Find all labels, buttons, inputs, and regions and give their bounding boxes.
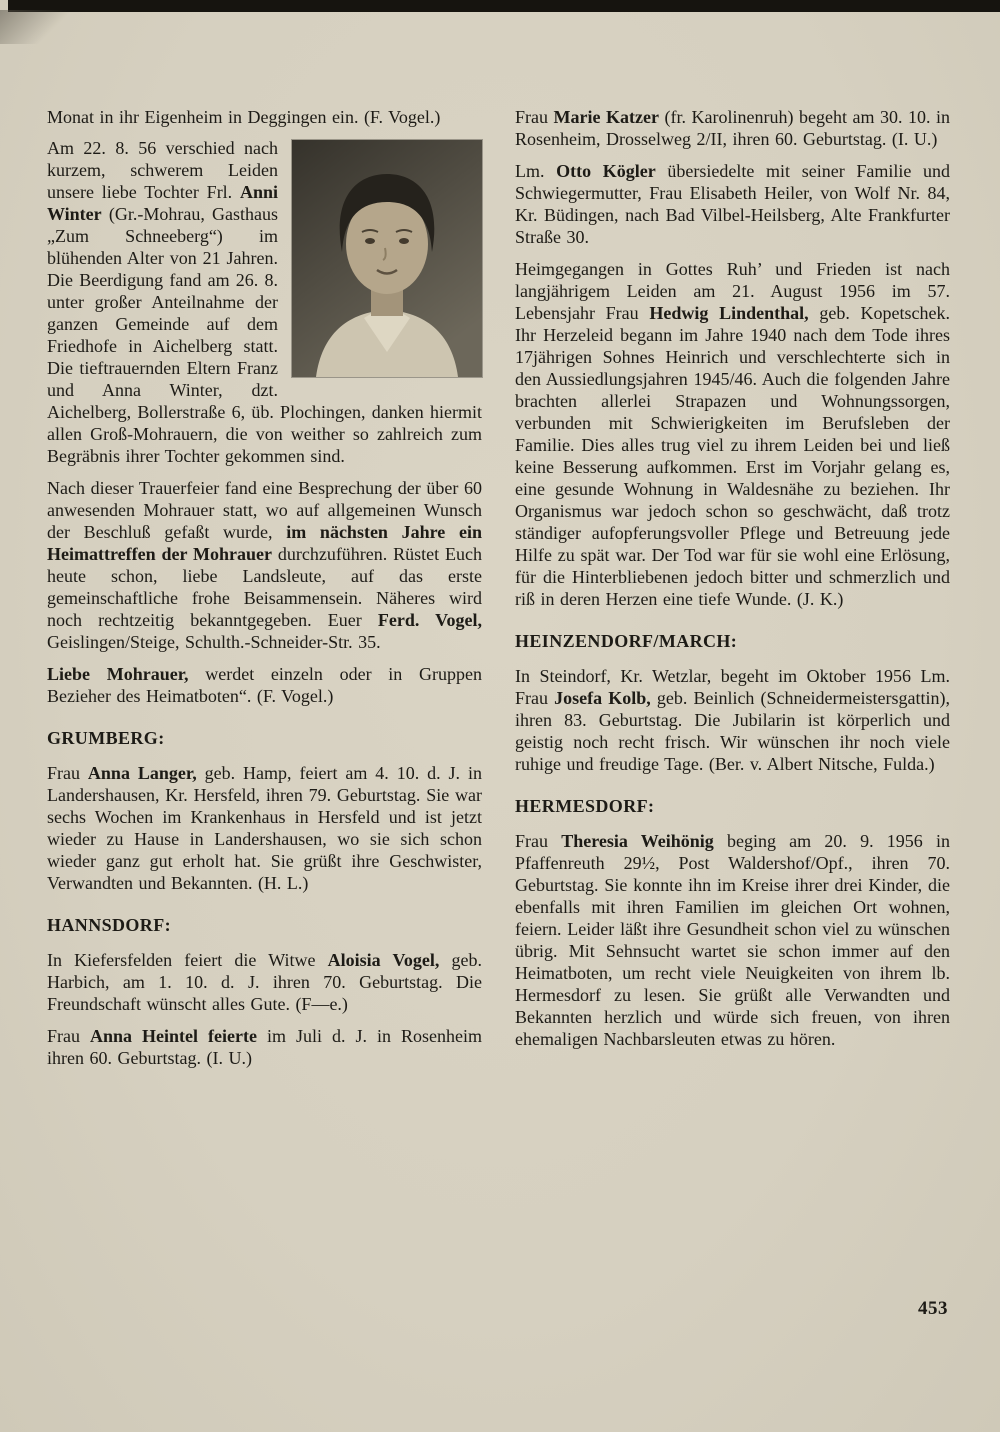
- paragraph-otto-koegler: [515, 160, 950, 248]
- section-heading-hannsdorf: HANNSDORF:: [47, 915, 171, 935]
- paragraph-anna-heintel: [47, 1025, 482, 1069]
- section-heading-grumberg: GRUMBERG:: [47, 728, 165, 748]
- paragraph-deggingen-continuation: [47, 106, 482, 128]
- name-anna-heintel: Anna Heintel feierte: [90, 1026, 257, 1046]
- name-hedwig-lindenthal: Hedwig Lindenthal,: [649, 303, 809, 323]
- text-run: geb. Kopetschek. Ihr Herzeleid begann im Jahre 1940 nach dem Tode ihres 17jährigen Sohnes Heinrich und verschlechterte sich in den Aussiedlungsjahren 1945/46. Auch die folgenden Jahre brachten allerlei Strapazen und Wohnungssorgen, verbunden mit Schwierigkeiten im Berufsleben der Familie. Dies alles trug viel zu ihrem Leiden bei und ließ keine Besserung aufkommen. Erst im Vorjahr gelang es, eine gesunde Wohnung in Waldesnähe zu beziehen. Ihr Organismus war jedoch schon so geschwächt, daß trotz ständiger aufopferungsvoller Pflege und Betreuung jede Hilfe zu spät war. Der Tod war für sie wohl eine Erlösung, für die Hinterbliebenen jedoch bitter und schmerzlich und riß in deren Herzen eine tiefe Wunde. (J. K.): [515, 303, 950, 609]
- scan-corner-shadow: [0, 10, 70, 44]
- portrait-photo-illustration: [292, 140, 482, 377]
- text-run: Heimgegangen in Gottes Ruh’ und Frieden ist nach langjährigem Leiden am 21. August 1956 im 57. Lebensjahr Frau: [515, 259, 950, 323]
- paragraph-anna-langer: [47, 762, 482, 894]
- section-heading-heinzendorf-march: HEINZENDORF/MARCH:: [515, 631, 738, 651]
- right-column: [515, 106, 950, 1078]
- text-run: geb. Beinlich (Schneidermeistersgattin), ihren 83. Geburtstag. Die Jubilarin ist körperlich und geistig noch recht frisch. Wir wünschen ihr noch viele ruhige und freudige Tage. (Ber. v. Albert Nitsche, Fulda.): [515, 688, 950, 774]
- name-otto-koegler: Otto Kögler: [556, 161, 656, 181]
- page-body: [47, 106, 950, 1078]
- text-run: Frau: [47, 763, 88, 783]
- text-run: In Kiefersfelden feiert die Witwe: [47, 950, 328, 970]
- text-run: (fr. Karolinenruh) begeht am 30. 10. in Rosenheim, Drosselweg 2/II, ihren 60. Geburtstag. (I. U.): [515, 107, 950, 149]
- text-run: In Steindorf, Kr. Wetzlar, begeht im Oktober 1956 Lm. Frau: [515, 666, 950, 708]
- text-run: übersiedelte mit seiner Familie und Schwiegermutter, Frau Elisabeth Heiler, von Wolf Nr. 84, Kr. Büdingen, nach Bad Vilbel-Heilsberg, Alte Frankfurter Straße 30.: [515, 161, 950, 247]
- page-number: 453: [918, 1298, 948, 1319]
- text-run: Nach dieser Trauerfeier fand eine Besprechung der über 60 anwesenden Mohrauer statt, wo auf allgemeinen Wunsch der Beschluß gefaßt wurde,: [47, 478, 482, 542]
- name-josefa-kolb: Josefa Kolb,: [554, 688, 651, 708]
- two-column-layout: [47, 106, 950, 1078]
- section-heading-hermesdorf: HERMESDORF:: [515, 796, 655, 816]
- emphasis-heimattreffen: im nächsten Jahre ein Heimattreffen der Mohrauer: [47, 522, 483, 564]
- emphasis-liebe-mohrauer: Liebe Mohrauer,: [47, 664, 189, 684]
- obituary-hedwig-lindenthal: [515, 258, 950, 610]
- text-run: Lm.: [515, 161, 557, 181]
- text-run: (Gr.-Mohrau, Gasthaus „Zum Schneeberg“) im blühenden Alter von 21 Jahren. Die Beerdigung fand am 26. 8. unter großer Anteilnahme der ganzen Gemeinde auf dem Friedhofe in Aichelberg statt. Die tieftrauernden Eltern Franz und Anna Winter, dzt. Aichelberg, Bollerstraße 6, üb. Plochingen, danken hiermit allen Groß-Mohrauern, die von weither so zahlreich zum Begräbnis ihrer Tochter gekommen sind.: [47, 204, 482, 466]
- paragraph-theresia-weihoenig: [515, 830, 950, 1050]
- text-run: geb. Harbich, am 1. 10. d. J. ihren 70. Geburtstag. Die Freundschaft wünscht alles Gute. (F—e.): [47, 950, 482, 1014]
- name-ferd-vogel: Ferd. Vogel,: [377, 610, 482, 630]
- text-run: durchzuführen. Rüstet Euch heute schon, liebe Landsleute, auf das erste gemeinschaftliche frohe Beisammensein. Näheres wird noch rechtzeitig bekanntgegeben. Euer: [47, 544, 482, 630]
- text-run: Frau: [515, 831, 562, 851]
- paragraph-aloisia-vogel: [47, 949, 482, 1015]
- text-run: Am 22. 8. 56 verschied nach kurzem, schwerem Leiden unsere liebe Tochter Frl.: [47, 138, 278, 202]
- scan-edge-artifact: [8, 0, 1000, 12]
- text-run: beging am 20. 9. 1956 in Pfaffenreuth 29½, Post Waldershof/Opf., ihren 70. Geburtstag. Sie konnte ihn im Kreise ihrer drei Kinder, die ebenfalls mit ihren Familien im gleichen Ort wohnen, feiern. Leider läßt ihre Gesundheit schon viel zu wünschen übrig. Mit Sehnsucht wartet sie schon immer auf den Heimatboten, um recht viele Neuigkeiten von ihrem lb. Hermesdorf zu lesen. Sie grüßt alle Verwandten und Bekannten herzlich und würde sich freuen, von ihren ehemaligen Nachbarsleuten etwas zu hören.: [515, 831, 951, 1049]
- text-run: Frau: [47, 1026, 90, 1046]
- name-marie-katzer: Marie Katzer: [553, 107, 659, 127]
- portrait-photo: [292, 140, 482, 377]
- name-theresia-weihoenig: Theresia Weihönig: [561, 831, 714, 851]
- paragraph-heimattreffen: [47, 477, 482, 653]
- left-column: [47, 106, 482, 1078]
- name-aloisia-vogel: Aloisia Vogel,: [327, 950, 440, 970]
- text-run: Geislingen/Steige, Schulth.-Schneider-Str. 35.: [47, 632, 381, 652]
- paragraph-liebe-mohrauer: [47, 663, 482, 707]
- name-anni-winter: Anni Winter: [47, 182, 278, 224]
- paragraph-josefa-kolb: [515, 665, 950, 775]
- obituary-anni-winter: [47, 137, 482, 467]
- text-run: geb. Hamp, feiert am 4. 10. d. J. in Landershausen, Kr. Hersfeld, ihren 79. Geburtstag. Sie war sechs Wochen im Krankenhaus in Hersfeld und ist jetzt wieder zu Hause in Landershausen, wo sie sich schon wieder ganz gut erholt hat. Sie grüßt ihre Geschwister, Verwandten und Bekannten. (H. L.): [47, 763, 482, 893]
- text-run: Monat in ihr Eigenheim in Deggingen ein. (F. Vogel.): [47, 107, 441, 127]
- text-run: Frau: [515, 107, 554, 127]
- text-run: werdet einzeln oder in Gruppen Bezieher des Heimatboten“. (F. Vogel.): [47, 664, 482, 706]
- paragraph-marie-katzer: [515, 106, 950, 150]
- text-run: im Juli d. J. in Rosenheim ihren 60. Geburtstag. (I. U.): [47, 1026, 482, 1068]
- name-anna-langer: Anna Langer,: [87, 763, 197, 783]
